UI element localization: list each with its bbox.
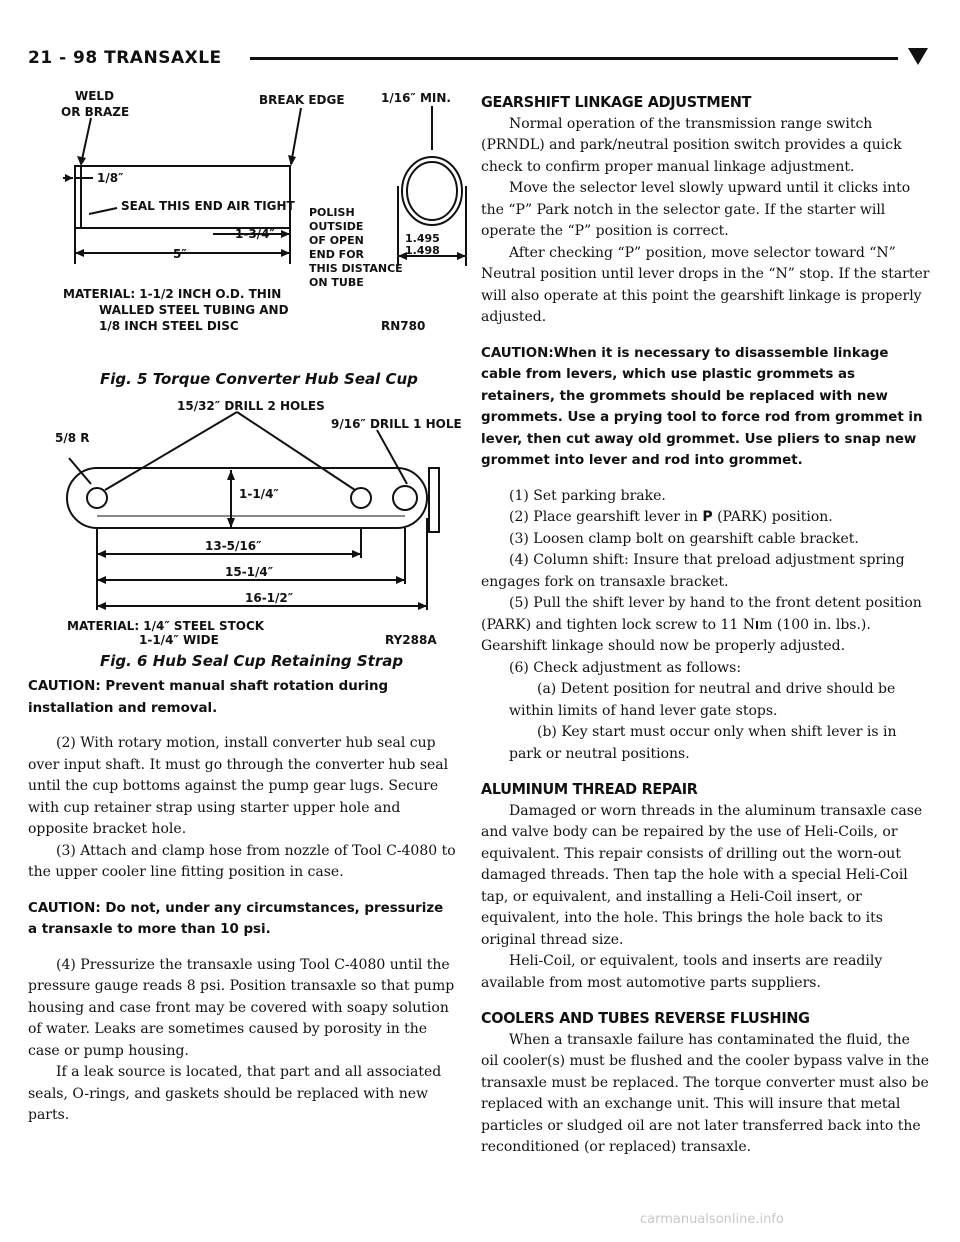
- gearshift-para-2: Move the selector level slowly upward until it clicks into the “P” Park notch in the selector gate. If the starter will operate the “P” position is correct.: [481, 180, 911, 239]
- fig5-label-polish5: THIS DISTANCE: [309, 262, 403, 275]
- fig6-label-13-5-16: 13-5/16″: [205, 539, 262, 553]
- linkage-step-2: [481, 507, 931, 529]
- figure-5-caption: Fig. 5 Torque Converter Hub Seal Cup: [100, 370, 418, 388]
- fig6-label-radius: 5/8 R: [55, 431, 90, 445]
- caution-pressure: CAUTION: Do not, under any circumstances, pressurize a transaxle to more than 10 psi.: [28, 900, 444, 937]
- fig5-label-polish4: END FOR: [309, 248, 365, 261]
- linkage-step-5-text: (5) Pull the shift lever by hand to the front detent position (PARK) and tighten lock screw to 11 N: [481, 595, 922, 633]
- chrysler-pentastar-icon: [908, 48, 928, 65]
- fig5-label-min: 1/16″ MIN.: [381, 91, 451, 105]
- coolers-para-1: When a transaxle failure has contaminated the fluid, the oil cooler(s) must be flushed and the cooler bypass valve in the transaxle must be replaced. The torque converter must also be replaced with an exchange unit. This will insure that metal particles or sludged oil are not later transferred back into the reconditioned (or replaced) transaxle.: [481, 1031, 930, 1155]
- fig6-material-2: 1-1/4″ WIDE: [139, 633, 219, 647]
- fig5-material-1: MATERIAL: 1-1/2 INCH O.D. THIN: [63, 287, 282, 301]
- fig5-label-weld: WELD: [75, 89, 115, 103]
- fig5-label-1495: 1.495: [405, 232, 440, 245]
- figure-6-diagram: [55, 398, 475, 648]
- heading-coolers-flushing: COOLERS AND TUBES REVERSE FLUSHING: [481, 1009, 810, 1027]
- step-3-text: (3) Attach and clamp hose from nozzle of Tool C-4080 to the upper cooler line fitting position in case.: [28, 842, 456, 880]
- gearshift-para-1: Normal operation of the transmission range switch (PRNDL) and park/neutral position switch provides a quick check to confirm proper manual linkage adjustment.: [481, 115, 902, 175]
- fig5-label-polish2: OUTSIDE: [309, 220, 364, 233]
- page-number-title: 21 - 98 TRANSAXLE: [28, 48, 222, 68]
- fig6-material-1: MATERIAL: 1/4″ STEEL STOCK: [67, 619, 265, 633]
- heading-aluminum-thread: ALUMINUM THREAD REPAIR: [481, 780, 698, 798]
- left-column: [28, 676, 456, 1127]
- fig5-label-5: 5″: [173, 247, 187, 261]
- figure-5-diagram: [55, 86, 475, 366]
- fig6-code: RY288A: [385, 633, 437, 647]
- linkage-step-2-park: (PARK) position.: [712, 509, 833, 525]
- fig5-code: RN780: [381, 319, 426, 333]
- fig5-material-3: 1/8 INCH STEEL DISC: [99, 319, 239, 333]
- fig6-label-drill-1: 9/16″ DRILL 1 HOLE: [331, 417, 462, 431]
- linkage-step-3: (3) Loosen clamp bolt on gearshift cable bracket.: [509, 530, 859, 547]
- leak-source-text: If a leak source is located, that part and all associated seals, O-rings, and gaskets should be replaced with new parts.: [28, 1064, 442, 1123]
- fig6-label-width: 1-1/4″: [239, 487, 279, 501]
- fig5-label-break-edge: BREAK EDGE: [259, 93, 345, 107]
- fig6-label-15-1-4: 15-1/4″: [225, 565, 274, 579]
- step-4-text: (4) Pressurize the transaxle using Tool C-4080 until the pressure gauge reads 8 psi. Position transaxle so that pump housing and case front may be covered with soapy solution of water. Leaks are sometimes caused by porosity in the case or pump housing.: [28, 956, 455, 1059]
- linkage-step-4: (4) Column shift: Insure that preload adjustment spring engages fork on transaxle bracket.: [481, 552, 905, 590]
- fig5-label-polish: POLISH: [309, 206, 355, 219]
- linkage-step-2-text: (2) Place gearshift lever in: [509, 509, 703, 525]
- thread-para-2: Heli-Coil, or equivalent, tools and inserts are readily available from most automotive parts suppliers.: [481, 953, 883, 991]
- right-column: [481, 92, 931, 1159]
- heading-gearshift-linkage: GEARSHIFT LINKAGE ADJUSTMENT: [481, 93, 752, 111]
- linkage-step-6: (6) Check adjustment as follows:: [509, 659, 742, 676]
- fig5-label-polish3: OF OPEN: [309, 234, 364, 247]
- linkage-step-6b: (b) Key start must occur only when shift lever is in park or neutral positions.: [509, 724, 897, 762]
- fig5-label-eighth: 1/8″: [97, 171, 124, 185]
- fig5-label-1498: 1.498: [405, 244, 440, 257]
- caution-shaft-rotation: CAUTION: Prevent manual shaft rotation during installation and removal.: [28, 679, 389, 716]
- fig5-material-2: WALLED STEEL TUBING AND: [99, 303, 289, 317]
- fig5-label-polish6: ON TUBE: [309, 276, 364, 289]
- linkage-step-5-dot: I: [755, 618, 760, 632]
- figure-6-caption: Fig. 6 Hub Seal Cup Retaining Strap: [100, 652, 404, 670]
- fig5-label-1-3-4: 1-3/4″: [235, 227, 275, 241]
- page-header: [28, 42, 932, 78]
- linkage-step-5: [481, 593, 931, 658]
- caution-grommets: CAUTION:When it is necessary to disassemble linkage cable from levers, which use plastic grommets as retainers, the grommets should be replaced with new grommets. Use a prying tool to force rod from grommet in lever, then cut away old grommet. Use pliers to snap new grommet into lever and rod into grommet.: [481, 345, 923, 468]
- linkage-step-5-rest: m (100 in. lbs.). Gearshift linkage should now be properly adjusted.: [481, 616, 871, 654]
- fig6-label-drill-2: 15/32″ DRILL 2 HOLES: [177, 399, 325, 413]
- header-rule: [250, 57, 898, 60]
- fig6-label-16-1-2: 16-1/2″: [245, 591, 294, 605]
- watermark: carmanualsonline.info: [640, 1212, 784, 1227]
- gearshift-para-3: After checking “P” position, move selector toward “N” Neutral position until lever drops in the “N” stop. If the starter will also operate at this point the gearshift linkage is properly adjusted.: [481, 244, 930, 325]
- thread-para-1: Damaged or worn threads in the aluminum transaxle case and valve body can be repaired by the use of Heli-Coils, or equivalent. This repair consists of drilling out the worn-out damaged threads. Then tap the hole with a special Heli-Coil tap, or equivalent, and installing a Heli-Coil insert, or equivalent, into the hole. This brings the hole back to its original thread size.: [481, 802, 923, 948]
- linkage-step-2-p: P: [702, 509, 713, 525]
- fig5-label-braze: OR BRAZE: [61, 105, 130, 119]
- fig5-label-seal: SEAL THIS END AIR TIGHT: [121, 199, 295, 213]
- linkage-step-6a: (a) Detent position for neutral and drive should be within limits of hand lever gate stops.: [509, 681, 896, 719]
- step-2-text: (2) With rotary motion, install converter hub seal cup over input shaft. It must go through the converter hub seal until the cup bottoms against the pump gear lugs. Secure with cup retainer strap using starter upper hole and opposite bracket hole.: [28, 735, 449, 837]
- linkage-step-1: (1) Set parking brake.: [509, 487, 666, 504]
